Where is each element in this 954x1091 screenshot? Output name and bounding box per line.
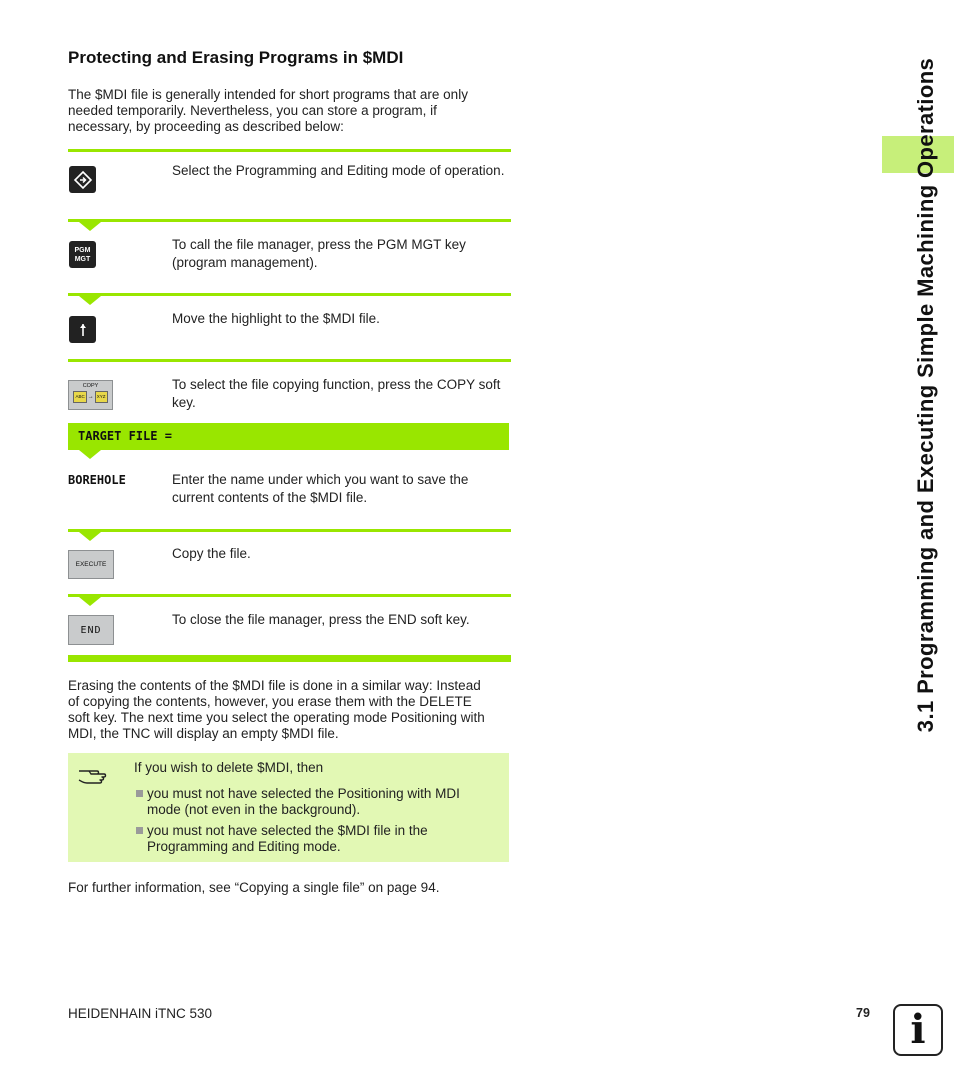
step-arrow	[79, 597, 101, 606]
end-softkey[interactable]: END	[68, 615, 114, 645]
bullet-marker	[136, 827, 143, 834]
step-arrow	[79, 222, 101, 231]
chapter-side-title: 3.1 Programming and Executing Simple Machining Operations	[913, 57, 938, 733]
footer-product: HEIDENHAIN iTNC 530	[68, 1006, 213, 1021]
copy-softkey[interactable]: COPY ABC → XYZ	[68, 380, 113, 410]
intro-paragraph: The $MDI file is generally intended for short programs that are only needed temporarily. Nevertheless, you can store a program, if necessary, by proceeding as described below:	[68, 87, 468, 134]
info-icon: i	[893, 1004, 943, 1056]
step-rule	[68, 293, 511, 296]
step-7-text: To close the file manager, press the END soft key.	[172, 612, 470, 627]
step-rule	[68, 149, 511, 152]
step-4-text: To select the file copying function, press the COPY soft key.	[172, 377, 501, 410]
step-rule	[68, 529, 511, 532]
step-arrow	[79, 296, 101, 305]
programming-mode-key[interactable]	[69, 166, 96, 193]
erase-paragraph: Erasing the contents of the $MDI file is done in a similar way: Instead of copying the contents, however, you erase them with the DELETE soft key. The next time you select the operating mode Positioning with MDI, the TNC will display an empty $MDI file.	[68, 678, 485, 741]
step-rule	[68, 359, 511, 362]
step-1-text: Select the Programming and Editing mode of operation.	[172, 163, 505, 178]
pgm-mgt-key[interactable]: PGM MGT	[69, 241, 96, 268]
steps-end-rule	[68, 655, 511, 662]
step-3-text: Move the highlight to the $MDI file.	[172, 311, 380, 326]
note-intro: If you wish to delete $MDI, then	[134, 760, 324, 775]
bullet-marker	[136, 790, 143, 797]
step-5-text: Enter the name under which you want to save the current contents of the $MDI file.	[172, 472, 469, 505]
execute-softkey[interactable]: EXECUTE	[68, 550, 114, 579]
page-number: 79	[856, 1006, 870, 1020]
pointing-hand-icon	[77, 763, 113, 794]
section-heading: Protecting and Erasing Programs in $MDI	[68, 48, 404, 67]
step-arrow	[79, 532, 101, 541]
arrow-up-key[interactable]	[69, 316, 96, 343]
further-info: For further information, see “Copying a single file” on page 94.	[68, 880, 440, 895]
step-arrow	[79, 450, 101, 459]
step-2-text: To call the file manager, press the PGM MGT key (program management).	[172, 237, 466, 270]
step-6-text: Copy the file.	[172, 546, 251, 561]
note-bullet-2: you must not have selected the $MDI file in the Programming and Editing mode.	[147, 823, 428, 854]
arrow-up-icon	[78, 322, 88, 338]
filename-input-value: BOREHOLE	[68, 473, 126, 487]
step-rule	[68, 219, 511, 222]
note-bullet-1: you must not have selected the Positioning with MDI mode (not even in the background).	[147, 786, 460, 817]
programming-mode-icon	[73, 170, 93, 190]
target-file-prompt: TARGET FILE =	[68, 423, 509, 450]
step-rule	[68, 594, 511, 597]
